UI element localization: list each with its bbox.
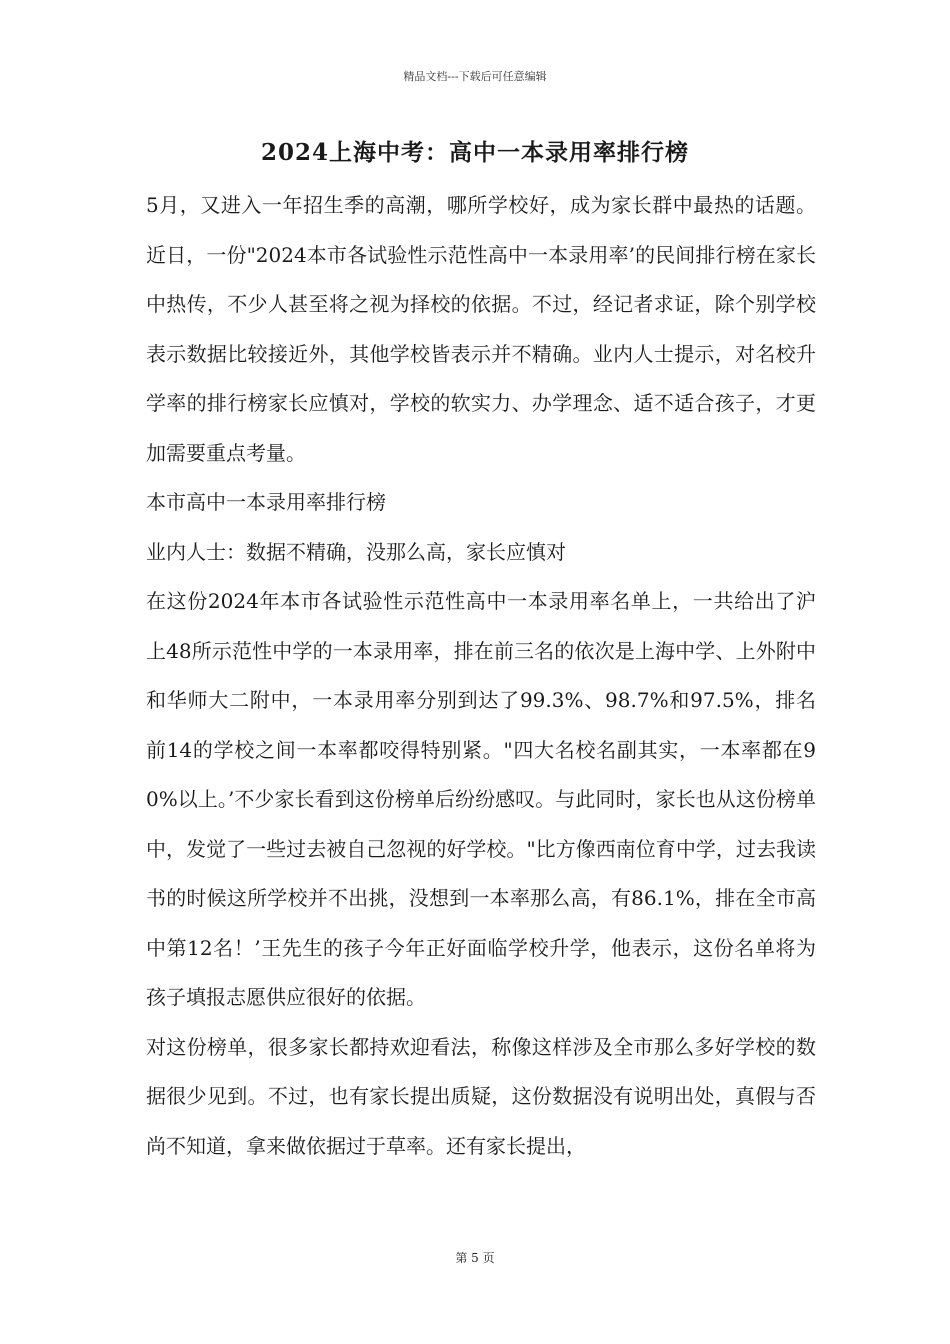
paragraph-subheading-ranking: 本市高中一本录用率排行榜 [146,490,386,514]
paragraph-parent-views: 对这份榜单，很多家长都持欢迎看法，称像这样涉及全市那么多好学校的数据很少见到。不过，也有家长提出质疑，这份数据没有说明出处，真假与否尚不知道，拿来做依据过于草率。还有家长提出， [146,1034,816,1158]
page-number: 第 5 页 [455,1251,495,1265]
paragraph-subheading-insider: 业内人士：数据不精确，没那么高，家长应慎对 [146,539,566,564]
paragraph-list-details: 在这份2024年本市各试验性示范性高中一本录用率名单上，一共给出了沪上48所示范性中学的一本录用率，排在前三名的依次是上海中学、上外附中和华师大二附中，一本录用率分别到达了99.3%、98.7%和97.5%，排名前14的学校之间一本率都咬得特别紧。"四大名校名副其实，一本率都在90%以上。’不少家长看到这份榜单后纷纷感叹。与此同时，家长也从这份榜单中，发觉了一些过去被自己忽视的好学校。"比方像西南位育中学，过去我读书的时候这所学校并不出挑，没想到一本率那么高，有86.1%，排在全市高中第12名！’王先生的孩子今年正好面临学校升学，他表示，这份名单将为孩子填报志愿供应很好的依据。 [146,589,816,1009]
page-header: 精品文档---下载后可任意编辑 [403,70,547,83]
document-body [146,181,816,1171]
document-title: 2024上海中考：高中一本录用率排行榜 [260,139,689,166]
paragraph-intro: 5月，又进入一年招生季的高潮，哪所学校好，成为家长群中最热的话题。近日，一份"2024本市各试验性示范性高中一本录用率’的民间排行榜在家长中热传，不少人甚至将之视为择校的依据。不过，经记者求证，除个别学校表示数据比较接近外，其他学校皆表示并不精确。业内人士提示，对名校升学率的排行榜家长应慎对，学校的软实力、办学理念、适不适合孩子，才更加需要重点考量。 [146,193,816,465]
